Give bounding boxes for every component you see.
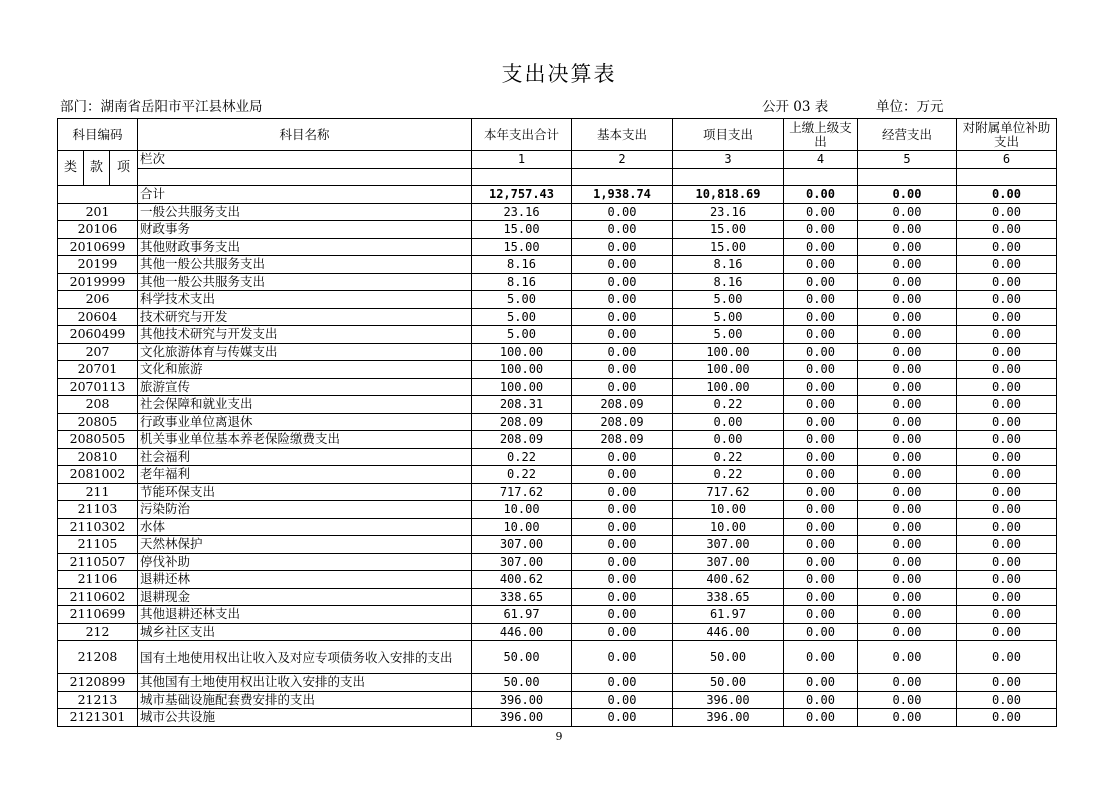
total-label: 合计 [138, 186, 472, 204]
subject-name: 退耕还林 [138, 571, 472, 589]
amount-cell: 0.00 [572, 466, 673, 484]
amount-cell: 0.00 [858, 553, 957, 571]
table-row [58, 361, 1057, 379]
amount-cell: 0.00 [957, 291, 1057, 309]
subject-code: 212 [58, 623, 138, 641]
subject-name: 天然林保护 [138, 536, 472, 554]
amount-cell: 208.09 [572, 396, 673, 414]
table-row [58, 431, 1057, 449]
amount-cell: 0.00 [957, 203, 1057, 221]
amount-cell: 0.00 [784, 256, 858, 274]
amount-cell: 0.00 [784, 396, 858, 414]
header-row [58, 119, 1057, 151]
amount-cell: 0.00 [957, 273, 1057, 291]
table-row [58, 501, 1057, 519]
amount-cell: 0.00 [784, 221, 858, 239]
subject-code: 2081002 [58, 466, 138, 484]
subject-name: 城乡社区支出 [138, 623, 472, 641]
amount-cell: 0.22 [472, 466, 572, 484]
amount-cell: 8.16 [673, 273, 784, 291]
subject-name: 水体 [138, 518, 472, 536]
amount-cell: 0.00 [572, 203, 673, 221]
subject-name: 其他一般公共服务支出 [138, 256, 472, 274]
amount-cell: 0.00 [957, 483, 1057, 501]
subject-code: 20199 [58, 256, 138, 274]
amount-cell: 0.00 [784, 571, 858, 589]
subject-code: 207 [58, 343, 138, 361]
amount-cell: 0.00 [858, 203, 957, 221]
total-value: 1,938.74 [572, 186, 673, 204]
amount-cell: 0.00 [784, 326, 858, 344]
amount-cell: 23.16 [673, 203, 784, 221]
amount-cell: 0.00 [784, 709, 858, 727]
subject-code: 2010699 [58, 238, 138, 256]
amount-cell: 61.97 [472, 606, 572, 624]
amount-cell: 0.00 [858, 256, 957, 274]
table-row [58, 709, 1057, 727]
table-row [58, 536, 1057, 554]
amount-cell: 5.00 [472, 308, 572, 326]
amount-cell: 0.00 [784, 343, 858, 361]
amount-cell: 0.00 [784, 203, 858, 221]
amount-cell: 10.00 [472, 518, 572, 536]
blank-row [58, 168, 1057, 186]
amount-cell: 446.00 [673, 623, 784, 641]
table-row [58, 606, 1057, 624]
amount-cell: 5.00 [673, 308, 784, 326]
amount-cell: 100.00 [472, 378, 572, 396]
amount-cell: 400.62 [472, 571, 572, 589]
page-number: 9 [555, 730, 563, 743]
subject-code: 206 [58, 291, 138, 309]
amount-cell: 0.00 [784, 431, 858, 449]
amount-cell: 0.00 [784, 273, 858, 291]
amount-cell: 208.31 [472, 396, 572, 414]
amount-cell: 0.00 [957, 536, 1057, 554]
subject-code: 201 [58, 203, 138, 221]
table-row [58, 571, 1057, 589]
amount-cell: 0.00 [957, 326, 1057, 344]
amount-cell: 0.00 [957, 308, 1057, 326]
subject-name: 其他国有土地使用权出让收入安排的支出 [138, 674, 472, 692]
amount-cell: 0.00 [784, 691, 858, 709]
amount-cell: 0.00 [572, 691, 673, 709]
amount-cell: 0.22 [472, 448, 572, 466]
amount-cell: 0.00 [784, 378, 858, 396]
amount-cell: 0.00 [957, 623, 1057, 641]
amount-cell: 50.00 [673, 674, 784, 692]
amount-cell: 0.00 [784, 361, 858, 379]
header-subject-code: 科目编码 [58, 119, 138, 151]
subject-code: 20106 [58, 221, 138, 239]
subject-code: 2120899 [58, 674, 138, 692]
amount-cell: 15.00 [673, 238, 784, 256]
amount-cell: 396.00 [673, 709, 784, 727]
amount-cell: 0.00 [957, 571, 1057, 589]
amount-cell: 0.00 [858, 361, 957, 379]
amount-cell: 61.97 [673, 606, 784, 624]
amount-cell: 0.00 [784, 448, 858, 466]
amount-cell: 0.00 [784, 308, 858, 326]
amount-cell: 0.00 [784, 606, 858, 624]
amount-cell: 0.00 [957, 396, 1057, 414]
amount-cell: 0.00 [572, 221, 673, 239]
page-title: 支出决算表 [501, 62, 617, 86]
amount-cell: 0.00 [572, 536, 673, 554]
amount-cell: 5.00 [472, 291, 572, 309]
table-body [58, 151, 1057, 727]
amount-cell: 396.00 [673, 691, 784, 709]
table-row [58, 378, 1057, 396]
table-row [58, 641, 1057, 674]
col-number: 1 [472, 151, 572, 169]
amount-cell: 10.00 [673, 501, 784, 519]
column-index-row [58, 151, 1057, 169]
amount-cell: 0.00 [858, 326, 957, 344]
amount-cell: 0.00 [957, 674, 1057, 692]
subject-code: 2110699 [58, 606, 138, 624]
amount-cell: 0.00 [957, 606, 1057, 624]
amount-cell: 0.00 [784, 674, 858, 692]
amount-cell: 0.00 [572, 641, 673, 674]
amount-cell: 0.00 [784, 483, 858, 501]
table-row [58, 466, 1057, 484]
amount-cell: 208.09 [572, 431, 673, 449]
amount-cell: 0.00 [858, 431, 957, 449]
amount-cell: 0.00 [572, 709, 673, 727]
amount-cell: 0.00 [957, 709, 1057, 727]
subject-name: 其他技术研究与开发支出 [138, 326, 472, 344]
total-value: 10,818.69 [673, 186, 784, 204]
amount-cell: 0.00 [572, 571, 673, 589]
subject-code: 21103 [58, 501, 138, 519]
col-number: 2 [572, 151, 673, 169]
header-remit: 上缴上级支出 [784, 119, 858, 151]
amount-cell: 0.00 [784, 466, 858, 484]
table-row [58, 326, 1057, 344]
amount-cell: 100.00 [673, 361, 784, 379]
header-total: 本年支出合计 [472, 119, 572, 151]
amount-cell: 0.22 [673, 466, 784, 484]
amount-cell: 0.00 [858, 623, 957, 641]
amount-cell: 0.00 [784, 518, 858, 536]
subject-name: 城市公共设施 [138, 709, 472, 727]
amount-cell: 0.00 [572, 553, 673, 571]
table-row [58, 588, 1057, 606]
amount-cell: 0.00 [572, 606, 673, 624]
subject-name: 文化和旅游 [138, 361, 472, 379]
header-section: 款 [84, 151, 110, 186]
amount-cell: 50.00 [472, 641, 572, 674]
unit-label: 单位：万元 [876, 99, 944, 115]
amount-cell: 0.00 [572, 273, 673, 291]
subject-code: 20805 [58, 413, 138, 431]
amount-cell: 0.00 [957, 361, 1057, 379]
amount-cell: 0.00 [858, 396, 957, 414]
subject-name: 技术研究与开发 [138, 308, 472, 326]
subject-code: 208 [58, 396, 138, 414]
amount-cell: 0.00 [957, 413, 1057, 431]
amount-cell: 0.00 [957, 518, 1057, 536]
amount-cell: 0.00 [858, 378, 957, 396]
table-row [58, 483, 1057, 501]
amount-cell: 0.00 [572, 256, 673, 274]
amount-cell: 338.65 [673, 588, 784, 606]
amount-cell: 0.00 [957, 378, 1057, 396]
subject-code: 21208 [58, 641, 138, 674]
expenditure-table [57, 118, 1057, 727]
amount-cell: 400.62 [673, 571, 784, 589]
amount-cell: 0.00 [858, 413, 957, 431]
amount-cell: 10.00 [472, 501, 572, 519]
amount-cell: 0.00 [858, 483, 957, 501]
header-project: 项目支出 [673, 119, 784, 151]
amount-cell: 0.00 [572, 378, 673, 396]
subject-name: 退耕现金 [138, 588, 472, 606]
table-row [58, 203, 1057, 221]
amount-cell: 0.00 [858, 448, 957, 466]
amount-cell: 0.00 [572, 308, 673, 326]
amount-cell: 100.00 [673, 378, 784, 396]
col-number: 6 [957, 151, 1057, 169]
header-basic: 基本支出 [572, 119, 673, 151]
amount-cell: 307.00 [472, 553, 572, 571]
amount-cell: 0.00 [858, 343, 957, 361]
amount-cell: 0.00 [957, 256, 1057, 274]
amount-cell: 0.00 [858, 466, 957, 484]
amount-cell: 0.00 [572, 483, 673, 501]
subject-name: 财政事务 [138, 221, 472, 239]
amount-cell: 338.65 [472, 588, 572, 606]
total-value: 0.00 [784, 186, 858, 204]
table-row [58, 691, 1057, 709]
amount-cell: 0.00 [858, 641, 957, 674]
table-row [58, 273, 1057, 291]
amount-cell: 5.00 [673, 291, 784, 309]
amount-cell: 396.00 [472, 691, 572, 709]
amount-cell: 0.00 [957, 431, 1057, 449]
subject-name: 社会福利 [138, 448, 472, 466]
subject-name: 国有土地使用权出让收入及对应专项债务收入安排的支出 [138, 641, 472, 674]
subject-code: 2110602 [58, 588, 138, 606]
amount-cell: 0.00 [858, 291, 957, 309]
subject-name: 城市基础设施配套费安排的支出 [138, 691, 472, 709]
table-row [58, 674, 1057, 692]
subject-name: 其他财政事务支出 [138, 238, 472, 256]
amount-cell: 0.00 [572, 501, 673, 519]
amount-cell: 0.00 [572, 238, 673, 256]
amount-cell: 15.00 [472, 238, 572, 256]
subject-code: 2080505 [58, 431, 138, 449]
header-item: 项 [110, 151, 138, 186]
table-row [58, 623, 1057, 641]
amount-cell: 0.00 [957, 553, 1057, 571]
total-value: 0.00 [858, 186, 957, 204]
table-row [58, 256, 1057, 274]
amount-cell: 0.00 [784, 501, 858, 519]
subject-code: 2110507 [58, 553, 138, 571]
amount-cell: 0.00 [957, 448, 1057, 466]
amount-cell: 0.00 [784, 623, 858, 641]
subject-name: 污染防治 [138, 501, 472, 519]
amount-cell: 0.00 [858, 501, 957, 519]
amount-cell: 0.00 [957, 501, 1057, 519]
subject-name: 机关事业单位基本养老保险缴费支出 [138, 431, 472, 449]
subject-code: 211 [58, 483, 138, 501]
subject-code: 2060499 [58, 326, 138, 344]
amount-cell: 8.16 [472, 273, 572, 291]
amount-cell: 50.00 [673, 641, 784, 674]
header-subject-name: 科目名称 [138, 119, 472, 151]
amount-cell: 0.00 [858, 571, 957, 589]
amount-cell: 0.00 [858, 588, 957, 606]
subject-name: 停伐补助 [138, 553, 472, 571]
subject-code: 2070113 [58, 378, 138, 396]
amount-cell: 307.00 [673, 536, 784, 554]
subject-name: 文化旅游体育与传媒支出 [138, 343, 472, 361]
total-value: 0.00 [957, 186, 1057, 204]
amount-cell: 0.00 [957, 238, 1057, 256]
subject-name: 其他一般公共服务支出 [138, 273, 472, 291]
amount-cell: 0.00 [858, 221, 957, 239]
amount-cell: 0.00 [572, 588, 673, 606]
table-row [58, 396, 1057, 414]
amount-cell: 0.00 [957, 588, 1057, 606]
header-category: 类 [58, 151, 84, 186]
amount-cell: 0.00 [572, 623, 673, 641]
amount-cell: 208.09 [472, 413, 572, 431]
table-code: 公开 03 表 [762, 99, 829, 115]
subject-code: 20604 [58, 308, 138, 326]
amount-cell: 10.00 [673, 518, 784, 536]
amount-cell: 0.00 [957, 691, 1057, 709]
table-row [58, 221, 1057, 239]
amount-cell: 0.00 [784, 413, 858, 431]
subject-name: 科学技术支出 [138, 291, 472, 309]
amount-cell: 0.00 [858, 238, 957, 256]
table-row [58, 308, 1057, 326]
header-operation: 经营支出 [858, 119, 957, 151]
table-row [58, 343, 1057, 361]
subject-name: 旅游宣传 [138, 378, 472, 396]
amount-cell: 23.16 [472, 203, 572, 221]
amount-cell: 5.00 [673, 326, 784, 344]
subject-code: 21106 [58, 571, 138, 589]
table-row [58, 553, 1057, 571]
subject-code: 20701 [58, 361, 138, 379]
table-row [58, 413, 1057, 431]
header-subsidy: 对附属单位补助支出 [957, 119, 1057, 151]
amount-cell: 307.00 [472, 536, 572, 554]
amount-cell: 0.00 [572, 674, 673, 692]
amount-cell: 0.22 [673, 396, 784, 414]
amount-cell: 0.00 [572, 448, 673, 466]
amount-cell: 100.00 [472, 361, 572, 379]
total-value: 12,757.43 [472, 186, 572, 204]
amount-cell: 717.62 [673, 483, 784, 501]
amount-cell: 717.62 [472, 483, 572, 501]
amount-cell: 0.00 [784, 291, 858, 309]
amount-cell: 100.00 [673, 343, 784, 361]
amount-cell: 0.00 [957, 641, 1057, 674]
amount-cell: 0.00 [858, 273, 957, 291]
amount-cell: 0.00 [858, 709, 957, 727]
subject-name: 老年福利 [138, 466, 472, 484]
amount-cell: 0.00 [858, 691, 957, 709]
amount-cell: 0.00 [858, 518, 957, 536]
amount-cell: 208.09 [472, 431, 572, 449]
subject-code: 21213 [58, 691, 138, 709]
amount-cell: 0.00 [957, 221, 1057, 239]
subject-name: 社会保障和就业支出 [138, 396, 472, 414]
subject-code: 2110302 [58, 518, 138, 536]
amount-cell: 446.00 [472, 623, 572, 641]
amount-cell: 5.00 [472, 326, 572, 344]
amount-cell: 15.00 [673, 221, 784, 239]
amount-cell: 0.00 [957, 343, 1057, 361]
amount-cell: 0.00 [784, 641, 858, 674]
table-row [58, 448, 1057, 466]
amount-cell: 208.09 [572, 413, 673, 431]
amount-cell: 0.00 [858, 674, 957, 692]
subject-name: 行政事业单位离退休 [138, 413, 472, 431]
total-row [58, 186, 1057, 204]
table-row [58, 238, 1057, 256]
col-number: 5 [858, 151, 957, 169]
subject-code: 2121301 [58, 709, 138, 727]
amount-cell: 100.00 [472, 343, 572, 361]
amount-cell: 0.00 [784, 553, 858, 571]
subject-name: 节能环保支出 [138, 483, 472, 501]
amount-cell: 396.00 [472, 709, 572, 727]
col-number: 4 [784, 151, 858, 169]
amount-cell: 8.16 [472, 256, 572, 274]
amount-cell: 15.00 [472, 221, 572, 239]
subject-code: 2019999 [58, 273, 138, 291]
department-label: 部门：湖南省岳阳市平江县林业局 [60, 99, 263, 115]
subject-code: 21105 [58, 536, 138, 554]
subject-code: 20810 [58, 448, 138, 466]
amount-cell: 0.00 [858, 606, 957, 624]
amount-cell: 0.00 [673, 431, 784, 449]
amount-cell: 0.00 [572, 291, 673, 309]
amount-cell: 0.00 [957, 466, 1057, 484]
table-row [58, 518, 1057, 536]
amount-cell: 50.00 [472, 674, 572, 692]
amount-cell: 0.00 [784, 588, 858, 606]
amount-cell: 0.00 [858, 308, 957, 326]
table-row [58, 291, 1057, 309]
amount-cell: 307.00 [673, 553, 784, 571]
amount-cell: 0.00 [784, 238, 858, 256]
amount-cell: 0.00 [673, 413, 784, 431]
amount-cell: 0.00 [784, 536, 858, 554]
amount-cell: 0.00 [572, 326, 673, 344]
column-index-label: 栏次 [138, 151, 472, 169]
amount-cell: 8.16 [673, 256, 784, 274]
subject-name: 其他退耕还林支出 [138, 606, 472, 624]
amount-cell: 0.00 [572, 343, 673, 361]
amount-cell: 0.00 [572, 518, 673, 536]
subject-name: 一般公共服务支出 [138, 203, 472, 221]
amount-cell: 0.00 [572, 361, 673, 379]
amount-cell: 0.22 [673, 448, 784, 466]
amount-cell: 0.00 [858, 536, 957, 554]
col-number: 3 [673, 151, 784, 169]
